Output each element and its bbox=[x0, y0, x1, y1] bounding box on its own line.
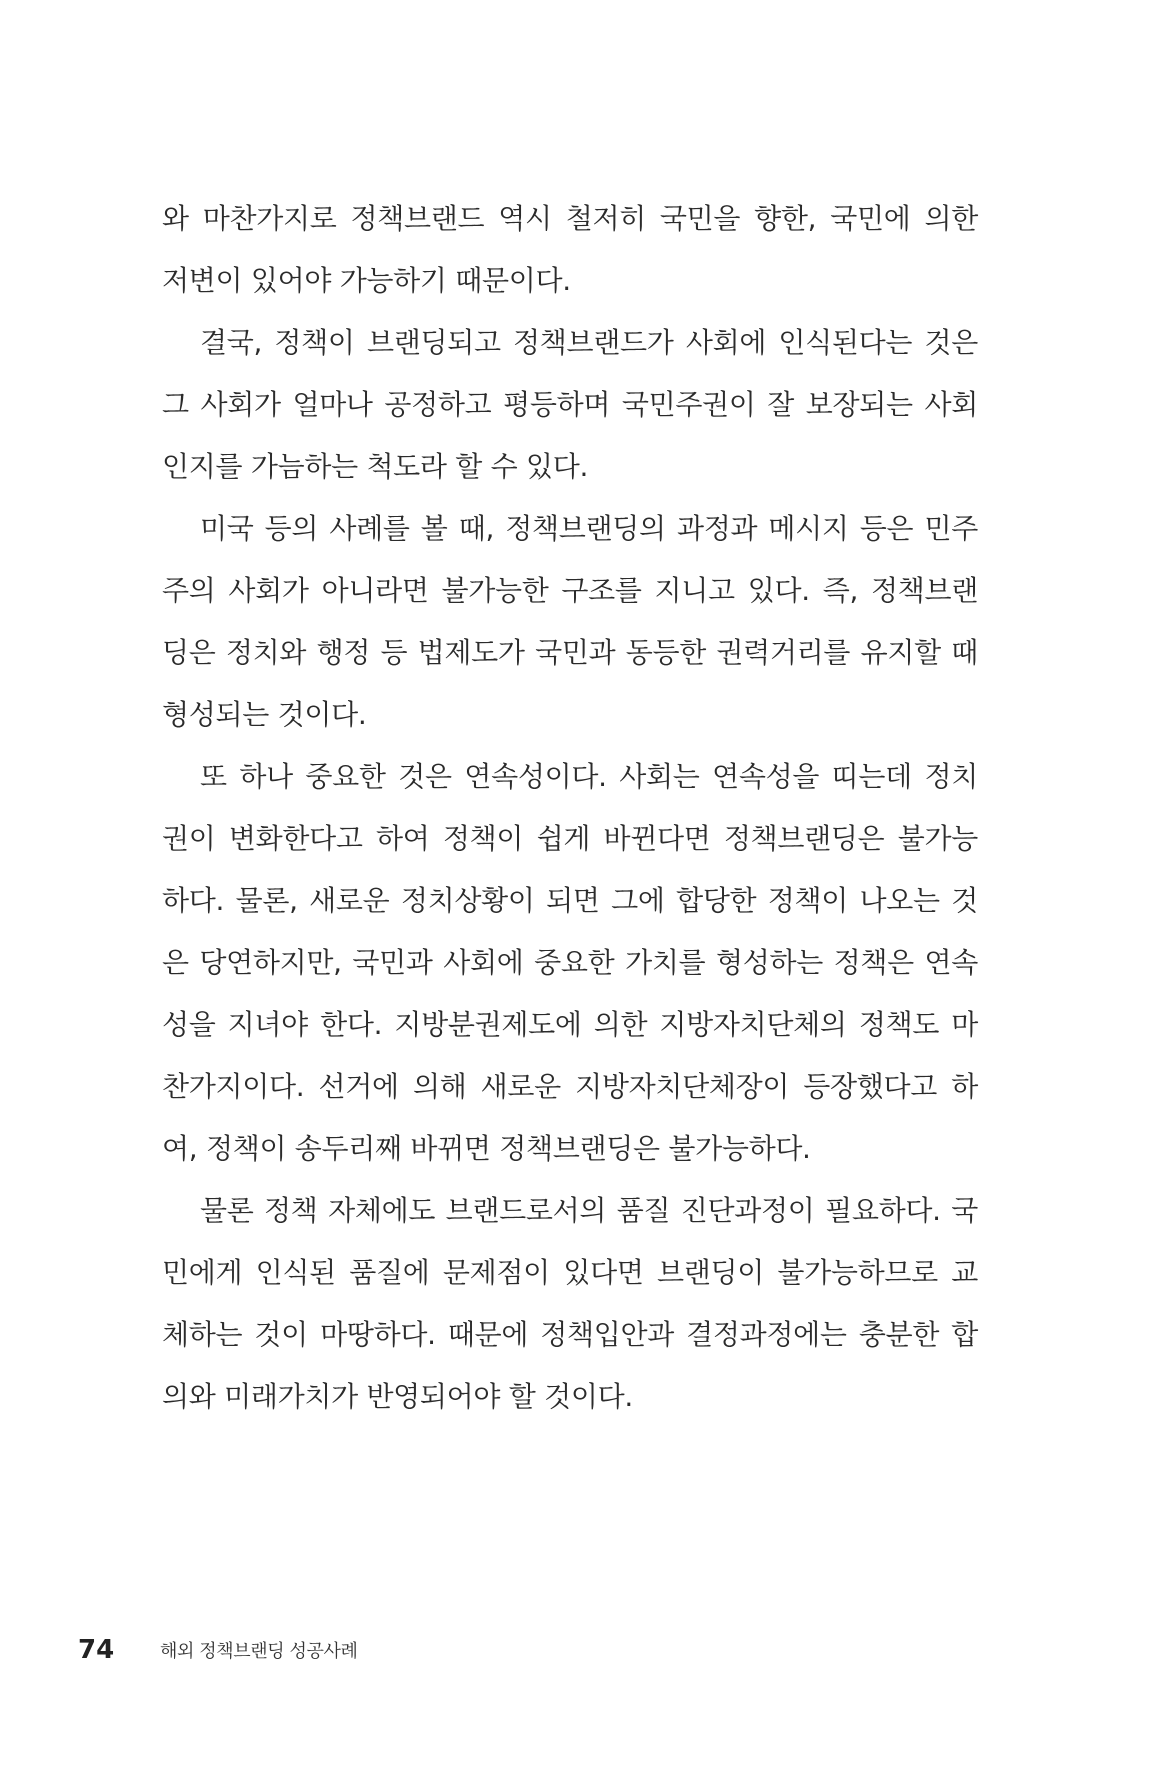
paragraph-1 bbox=[162, 188, 978, 312]
text-line: 또 하나 중요한 것은 연속성이다. 사회는 연속성을 띠는데 정치 bbox=[200, 760, 978, 793]
paragraph-2 bbox=[162, 312, 978, 498]
text-line: 찬가지이다. 선거에 의해 새로운 지방자치단체장이 등장했다고 하 bbox=[162, 1070, 978, 1103]
running-title: 해외 정책브랜딩 성공사례 bbox=[160, 1641, 358, 1662]
text-line: 결국, 정책이 브랜딩되고 정책브랜드가 사회에 인식된다는 것은 bbox=[200, 326, 978, 359]
text-line: 물론 정책 자체에도 브랜드로서의 품질 진단과정이 필요하다. 국 bbox=[200, 1194, 978, 1227]
text-line: 하다. 물론, 새로운 정치상황이 되면 그에 합당한 정책이 나오는 것 bbox=[162, 884, 978, 917]
text-line: 민에게 인식된 품질에 문제점이 있다면 브랜딩이 불가능하므로 교 bbox=[162, 1256, 978, 1289]
text-line: 저변이 있어야 가능하기 때문이다. bbox=[162, 264, 571, 297]
text-line: 여, 정책이 송두리째 바뀌면 정책브랜딩은 불가능하다. bbox=[162, 1132, 811, 1165]
page-footer bbox=[78, 1630, 358, 1670]
text-line: 성을 지녀야 한다. 지방분권제도에 의한 지방자치단체의 정책도 마 bbox=[162, 1008, 978, 1041]
text-line: 인지를 가늠하는 척도라 할 수 있다. bbox=[162, 450, 589, 483]
text-line: 체하는 것이 마땅하다. 때문에 정책입안과 결정과정에는 충분한 합 bbox=[162, 1318, 978, 1351]
paragraph-4 bbox=[162, 746, 978, 1180]
text-line: 와 마찬가지로 정책브랜드 역시 철저히 국민을 향한, 국민에 의한 bbox=[162, 202, 978, 235]
text-line: 은 당연하지만, 국민과 사회에 중요한 가치를 형성하는 정책은 연속 bbox=[162, 946, 978, 979]
text-line: 의와 미래가치가 반영되어야 할 것이다. bbox=[162, 1380, 633, 1413]
paragraph-5 bbox=[162, 1180, 978, 1428]
text-line: 권이 변화한다고 하여 정책이 쉽게 바뀐다면 정책브랜딩은 불가능 bbox=[162, 822, 978, 855]
page-number: 74 bbox=[78, 1635, 115, 1665]
text-line: 형성되는 것이다. bbox=[162, 698, 367, 731]
page-body bbox=[162, 188, 978, 1428]
text-line: 주의 사회가 아니라면 불가능한 구조를 지니고 있다. 즉, 정책브랜 bbox=[162, 574, 978, 607]
text-line: 미국 등의 사례를 볼 때, 정책브랜딩의 과정과 메시지 등은 민주 bbox=[200, 512, 978, 545]
text-line: 그 사회가 얼마나 공정하고 평등하며 국민주권이 잘 보장되는 사회 bbox=[162, 388, 978, 421]
paragraph-3 bbox=[162, 498, 978, 746]
text-line: 딩은 정치와 행정 등 법제도가 국민과 동등한 권력거리를 유지할 때 bbox=[162, 636, 978, 669]
